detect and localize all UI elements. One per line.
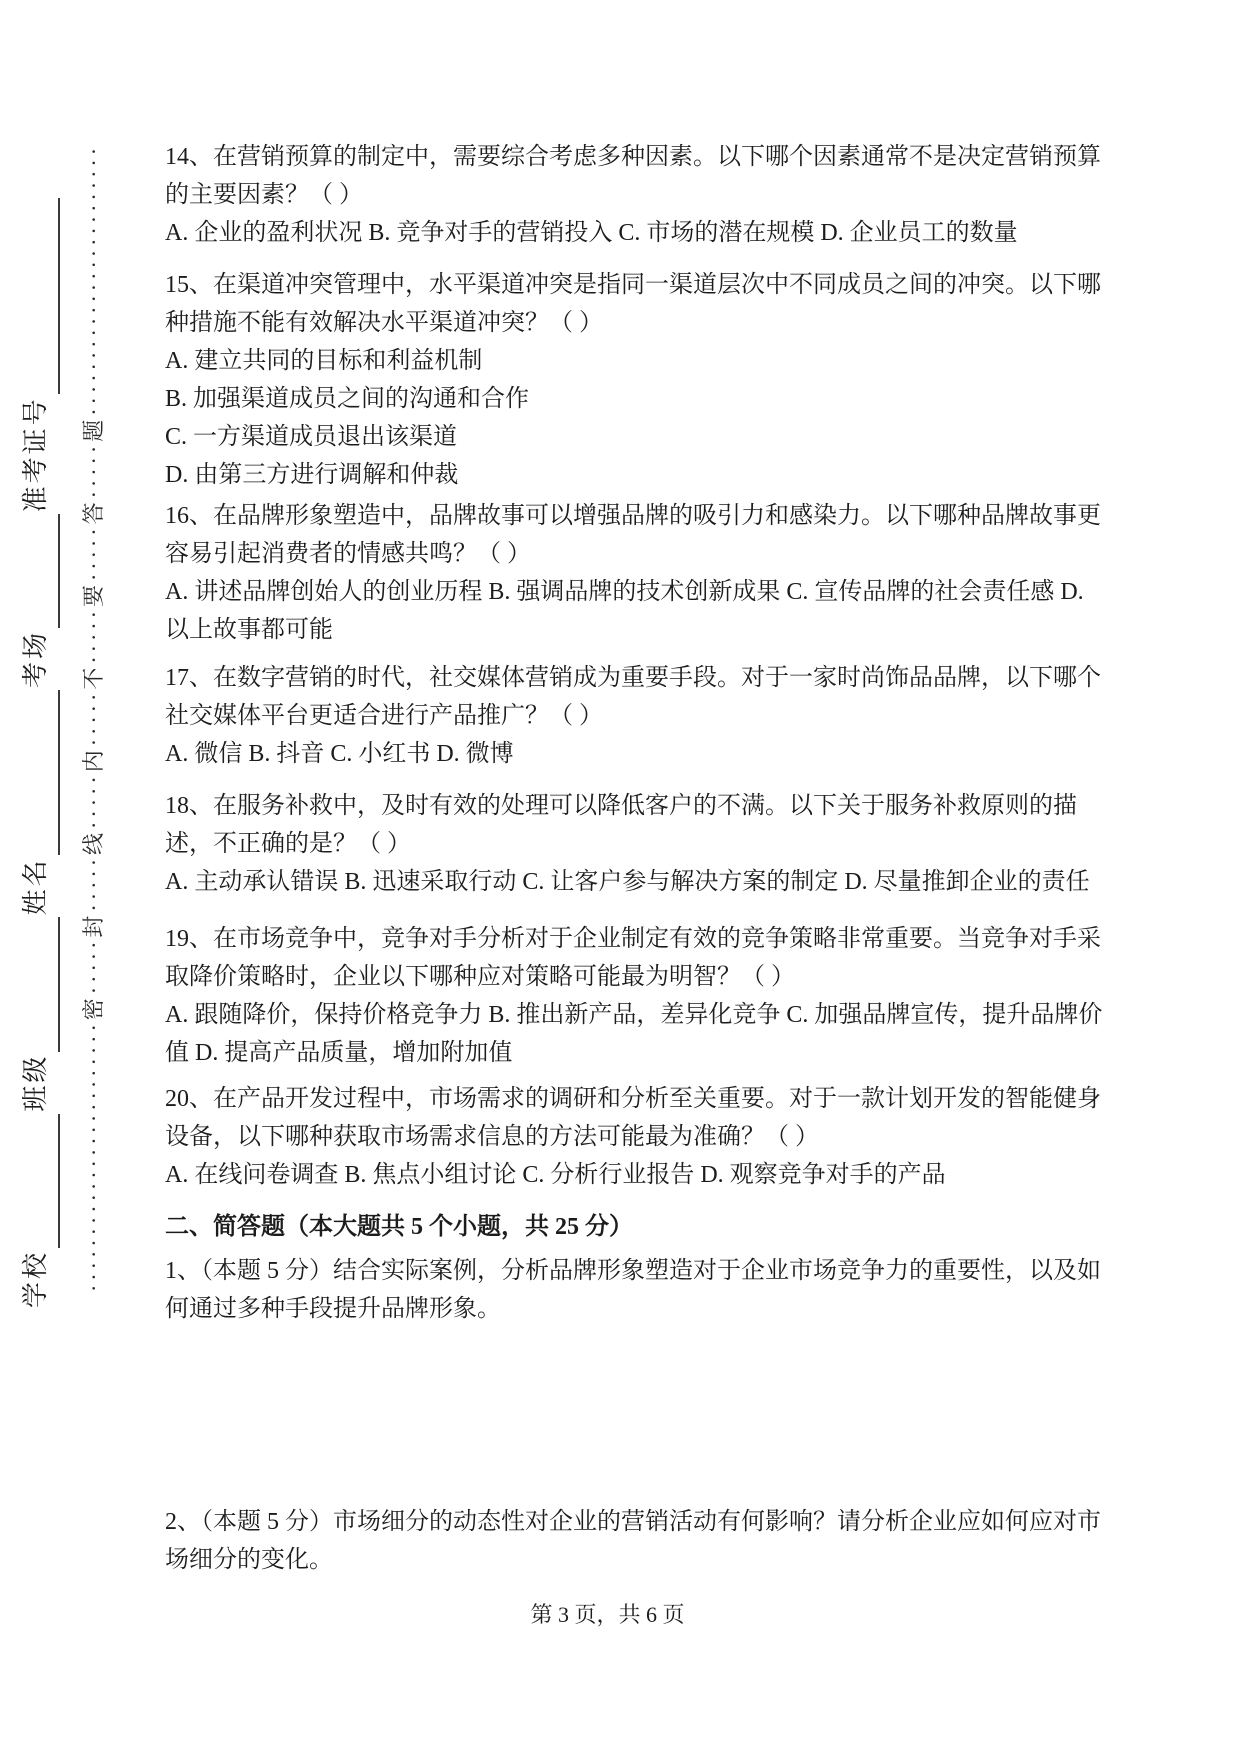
- question-19-options-1: A. 跟随降价，保持价格竞争力 B. 推出新产品，差异化竞争 C. 加强品牌宣传，提升品牌价: [165, 1002, 1103, 1028]
- admission-ticket-label: 准考证号: [21, 396, 50, 513]
- section-2-question-2-line-2: 场细分的变化。: [165, 1547, 333, 1573]
- question-15-option-c: C. 一方渠道成员退出该渠道: [165, 424, 458, 450]
- seal-line-margin: [74, 143, 110, 1293]
- exam-room-label: 考场: [21, 630, 50, 689]
- class-blank-line: [12, 917, 60, 1051]
- question-20: [165, 1080, 1101, 1194]
- school-blank-line: [12, 1114, 60, 1248]
- section-2-question-2-line-1: 2、（本题 5 分）市场细分的动态性对企业的营销活动有何影响？请分析企业应如何应对市: [165, 1509, 1101, 1535]
- student-info-fields: [10, 196, 62, 1308]
- section-2-question-1: [165, 1252, 1101, 1328]
- question-18-line-1: 18、在服务补救中，及时有效的处理可以降低客户的不满。以下关于服务补救原则的描: [165, 793, 1077, 819]
- question-14-options: A. 企业的盈利状况 B. 竞争对手的营销投入 C. 市场的潜在规模 D. 企业员工的数量: [165, 220, 1018, 246]
- section-2-heading: 二、简答题（本大题共 5 个小题，共 25 分）: [165, 1214, 633, 1240]
- section-2-question-1-line-1: 1、（本题 5 分）结合实际案例，分析品牌形象塑造对于企业市场竞争力的重要性，以及如: [165, 1258, 1101, 1284]
- question-16-line-1: 16、在品牌形象塑造中，品牌故事可以增强品牌的吸引力和感染力。以下哪种品牌故事更: [165, 503, 1101, 529]
- question-19-line-2: 取降价策略时，企业以下哪种应对策略可能最为明智？（ ）: [165, 964, 795, 990]
- section-2-question-1-line-2: 何通过多种手段提升品牌形象。: [165, 1296, 501, 1322]
- question-17-line-1: 17、在数字营销的时代，社交媒体营销成为重要手段。对于一家时尚饰品品牌，以下哪个: [165, 665, 1101, 691]
- section-2: [165, 1208, 1050, 1246]
- question-15-option-d: D. 由第三方进行调解和仲裁: [165, 462, 459, 488]
- question-14: [165, 138, 1101, 252]
- question-16-options-1: A. 讲述品牌创始人的创业历程 B. 强调品牌的技术创新成果 C. 宣传品牌的社会责任感 D.: [165, 579, 1084, 605]
- school-label: 学校: [21, 1249, 50, 1308]
- question-16: [165, 497, 1101, 649]
- question-14-line-1: 14、在营销预算的制定中，需要综合考虑多种因素。以下哪个因素通常不是决定营销预算: [165, 144, 1101, 170]
- question-14-line-2: 的主要因素？（ ）: [165, 182, 363, 208]
- question-15: [165, 266, 1101, 494]
- name-label: 姓名: [21, 857, 50, 916]
- question-19: [165, 920, 1103, 1072]
- student-info-margin: [10, 196, 62, 1308]
- question-16-line-2: 容易引起消费者的情感共鸣？（ ）: [165, 541, 531, 567]
- section-2-question-2: [165, 1503, 1101, 1579]
- question-19-line-1: 19、在市场竞争中，竞争对手分析对于企业制定有效的竞争策略非常重要。当竞争对手采: [165, 926, 1101, 952]
- class-label: 班级: [21, 1053, 50, 1112]
- question-18-line-2: 述，不正确的是？（ ）: [165, 831, 411, 857]
- question-18-options: A. 主动承认错误 B. 迅速采取行动 C. 让客户参与解决方案的制定 D. 尽量推卸企业的责任: [165, 869, 1090, 895]
- question-19-options-2: 值 D. 提高产品质量，增加附加值: [165, 1040, 513, 1066]
- question-20-options: A. 在线问卷调查 B. 焦点小组讨论 C. 分析行业报告 D. 观察竞争对手的产品: [165, 1162, 946, 1188]
- question-15-option-a: A. 建立共同的目标和利益机制: [165, 348, 483, 374]
- question-17: [165, 659, 1101, 773]
- question-15-option-b: B. 加强渠道成员之间的沟通和合作: [165, 386, 530, 412]
- question-17-line-2: 社交媒体平台更适合进行产品推广？（ ）: [165, 703, 603, 729]
- admission-ticket-blank-line: [12, 198, 60, 394]
- question-15-line-1: 15、在渠道冲突管理中，水平渠道冲突是指同一渠道层次中不同成员之间的冲突。以下哪: [165, 272, 1101, 298]
- question-20-line-2: 设备，以下哪种获取市场需求信息的方法可能最为准确？（ ）: [165, 1124, 819, 1150]
- name-blank-line: [12, 690, 60, 855]
- question-18: [165, 787, 1090, 901]
- seal-line: [74, 143, 110, 1293]
- page-footer: 第 3 页，共 6 页: [530, 1602, 685, 1627]
- exam-room-blank-line: [12, 514, 60, 628]
- seal-line-text: ························密·····封·····线·····内·····不·····要·····答·····题························: [80, 143, 106, 1293]
- question-20-line-1: 20、在产品开发过程中，市场需求的调研和分析至关重要。对于一款计划开发的智能健身: [165, 1086, 1101, 1112]
- question-16-options-2: 以上故事都可能: [165, 617, 333, 643]
- question-17-options: A. 微信 B. 抖音 C. 小红书 D. 微博: [165, 741, 514, 767]
- question-15-line-2: 种措施不能有效解决水平渠道冲突？（ ）: [165, 310, 603, 336]
